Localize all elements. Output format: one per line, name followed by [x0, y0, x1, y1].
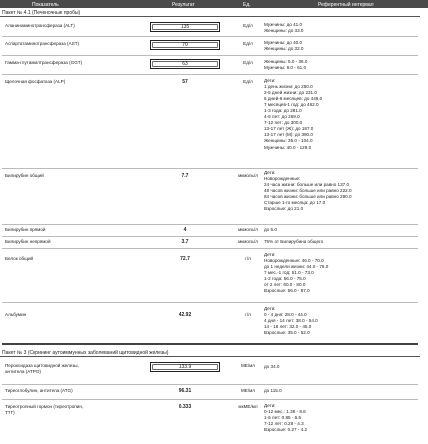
unit: Ед/л: [243, 60, 253, 65]
test-name: Аспартатаминотрансфераза (AST): [5, 41, 80, 46]
ref-range: 75% от Билирубина общего: [264, 239, 324, 244]
result-value: 133.9: [150, 362, 220, 372]
ref-range: Дети: Новорожденные: 46.0 - 70.0 до 1 недели жизни: 44.0 - 76.0 7 мес.-1 год: 51.0 - 73.0 1-2 года: 56.0 - 75.0 от 2 лет: 60.0 - 80.0 Взрослые: 66.0 - 87.0: [264, 252, 329, 294]
test-name: Билирубин непрямой: [5, 239, 51, 244]
result-value: 57: [182, 79, 188, 85]
test-name: Билирубин общий: [5, 173, 44, 178]
unit: г/л: [245, 312, 251, 317]
test-name: Пероксидаза щитовидной железы, антитела (ATPO): [5, 363, 79, 374]
ref-range: Дети: Новорожденные: 24 часа жизни: больше или равно 137.0 48 часов жизни: больше или равно 222.0 84 часов жизни: больше или равно 290.0 Старше 1-го месяца: до 17.0 Взрослые: до 21.0: [264, 170, 352, 212]
unit: мкмоль/л: [238, 227, 258, 232]
packet-title-text: Пакет № 3 (Скрининг аутоиммунных заболеваний щитовидной железы): [2, 349, 169, 356]
row-divider: [2, 384, 418, 385]
row-divider: [2, 248, 418, 249]
unit: Ед/л: [243, 41, 253, 46]
unit: мкМЕ/мл: [238, 404, 258, 409]
row-divider: [2, 302, 418, 303]
row-divider: [2, 36, 418, 37]
test-name: Билирубин прямой: [5, 227, 46, 232]
test-name: Тиреотропный гормон (тиреотропин, TTГ): [5, 404, 84, 415]
ref-range: до 5.0: [264, 227, 277, 232]
header-name: Показатель: [32, 1, 59, 8]
packet-title: [0, 349, 420, 357]
ref-range: Дети: 0 - 4 дня: 28.0 - 44.0 4 дня - 14 лет: 38.0 - 54.0 14 - 18 лет: 32.0 - 45.0 Взрослые: 35.0 - 52.0: [264, 306, 318, 336]
ref-range: Мужчины: до 41.0 Женщины: до 33.0: [264, 22, 304, 34]
result-value: 3.7: [181, 239, 189, 245]
packet-title: [0, 9, 420, 17]
result-value: 0.333: [178, 404, 192, 410]
row-divider: [2, 55, 418, 56]
result-value: 70: [150, 40, 220, 50]
row-divider: [2, 74, 418, 75]
test-name: Белок общий: [5, 256, 34, 261]
unit: МЕ/мл: [240, 388, 255, 393]
test-name: Гамма-глутамилтрансфераза (GGT): [5, 60, 83, 65]
header-unit: Ед.: [243, 1, 251, 8]
result-value: 4: [183, 227, 187, 233]
packet-title-text: Пакет № 4.1 (Печеночные пробы): [2, 9, 81, 16]
ref-range: Мужчины: до 40.0 Женщины: до 32.0: [264, 40, 304, 52]
test-name: Альбумин: [5, 312, 27, 317]
result-value: 135: [150, 22, 220, 32]
result-value: 42.92: [178, 312, 192, 318]
unit: Ед/л: [243, 23, 253, 28]
result-value: 7.7: [181, 173, 189, 179]
table-header: [0, 0, 428, 8]
test-name: Тиреоглобулин, антитела (ATG): [5, 388, 73, 393]
unit: Ед/л: [243, 79, 253, 84]
row-divider: [2, 236, 418, 237]
row-divider: [2, 224, 418, 225]
result-value: 63: [150, 59, 220, 69]
result-value: 72.7: [180, 256, 190, 262]
ref-range: до 34.0: [264, 364, 280, 369]
ref-range: Женщины: 5.0 - 36.0 Мужчины: 8.0 - 61.0: [264, 59, 308, 71]
unit: МЕ/мл: [240, 363, 255, 368]
header-ref: Референтный интервал: [318, 1, 374, 8]
unit: г/л: [245, 256, 251, 261]
result-value: 96.31: [178, 388, 192, 394]
row-divider: [2, 399, 418, 400]
test-name: Аланинаминотрансфераза (ALT): [5, 23, 75, 28]
ref-range: Дети: 0-12 мес.: 1.36 - 8.8 1-6 лет: 0.85 - 6.5 7-12 лет: 0.28 - 4.3 Взрослые: 0.27 - 4.2: [264, 403, 308, 433]
row-divider: [2, 168, 418, 169]
header-result: Результат: [172, 1, 195, 8]
ref-range: Дети: 1 день жизни: до 250.0 2-5 дней жизни: до 231.0 6 дней-6 месяцев: до 449.0 7 месяцев-1 год: до 462.0 1-3 года: до 281.0 4-6 лет: до 269.0 7-12 лет: до 300.0 13-17 лет (Ж): до 187.0 13-17 лет (М): до 390.0 Женщины: 35.0 - 104.0 Мужчины: 40.0 - 129.0: [264, 78, 323, 150]
ref-range: до 115.0: [264, 388, 282, 393]
test-name: Щелочная фосфатаза (ALP): [5, 79, 66, 84]
unit: мкмоль/л: [238, 173, 258, 178]
packet-divider: [2, 343, 418, 345]
unit: мкмоль/л: [238, 239, 258, 244]
